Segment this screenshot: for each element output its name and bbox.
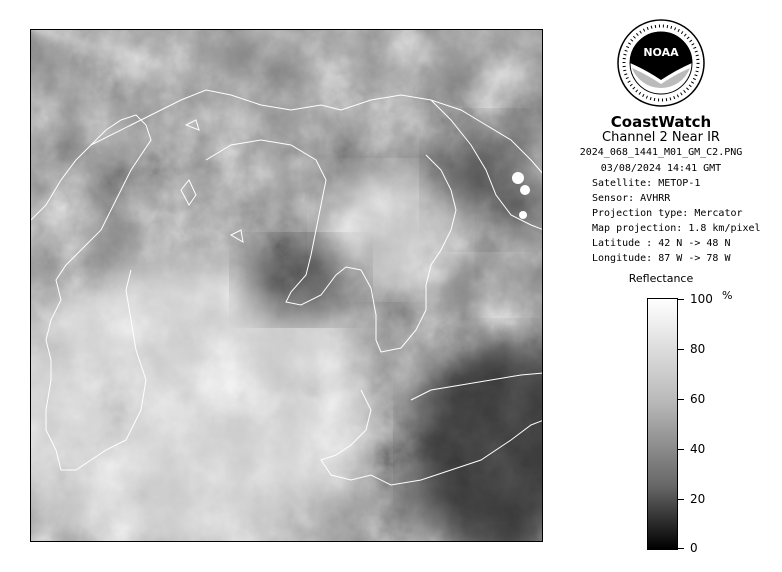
tick-0 xyxy=(678,548,684,549)
reflectance-colorbar xyxy=(647,298,678,550)
tick-label-0: 0 xyxy=(690,541,698,555)
legend-title: Reflectance xyxy=(628,272,694,285)
legend-unit: % xyxy=(722,289,733,302)
tick-60 xyxy=(678,399,684,400)
tick-20 xyxy=(678,499,684,500)
tick-label-100: 100 xyxy=(690,292,713,306)
tick-40 xyxy=(678,449,684,450)
filename-text: 2024_068_1441_M01_GM_C2.PNG xyxy=(579,147,743,158)
satellite-image xyxy=(31,30,543,542)
tick-label-20: 20 xyxy=(690,492,706,506)
longitude-text: Longitude: 87 W -> 78 W xyxy=(592,253,731,264)
channel-name: Channel 2 Near IR xyxy=(602,130,720,145)
tick-label-80: 80 xyxy=(690,342,706,356)
projection-type-text: Projection type: Mercator xyxy=(592,208,743,219)
tick-80 xyxy=(678,349,684,350)
latitude-text: Latitude : 42 N -> 48 N xyxy=(592,238,731,249)
tick-100 xyxy=(678,299,684,300)
satellite-map xyxy=(30,29,543,542)
date-time-text: 03/08/2024 14:41 GMT xyxy=(600,163,722,174)
tick-label-40: 40 xyxy=(690,442,706,456)
map-projection-text: Map projection: 1.8 km/pixel xyxy=(592,223,761,234)
brand-title: CoastWatch xyxy=(610,113,712,131)
tick-label-60: 60 xyxy=(690,392,706,406)
logo-text: NOAA xyxy=(643,46,679,59)
satellite-text: Satellite: METOP-1 xyxy=(592,178,701,189)
noaa-logo xyxy=(616,18,706,108)
sensor-text: Sensor: AVHRR xyxy=(592,193,671,204)
